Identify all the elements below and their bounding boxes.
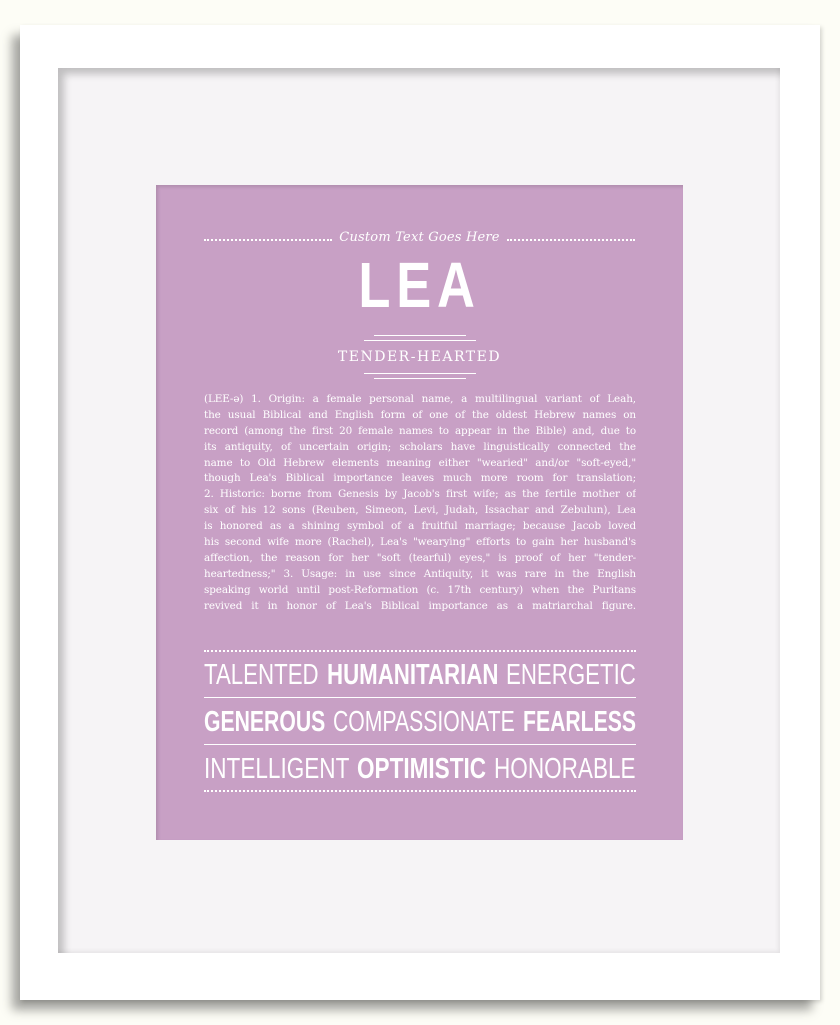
custom-text-row bbox=[204, 227, 635, 247]
trait-word: TALENTED bbox=[204, 659, 319, 691]
definition-line: name to Old Hebrew elements meaning either "wearied" and/or "soft-eyed," bbox=[204, 456, 636, 469]
trait-word: COMPASSIONATE bbox=[333, 706, 515, 738]
definition-line: 2. Historic: borne from Genesis by Jacob's first wife; as the fertile mother of bbox=[204, 488, 636, 501]
definition-line: the usual Biblical and English form of one of the oldest Hebrew names on bbox=[204, 408, 636, 421]
definition-line: its antiquity, of uncertain origin; scholars have linguistically connected the bbox=[204, 440, 636, 453]
trait-word: INTELLIGENT bbox=[204, 753, 350, 785]
definition-line: heartedness;" 3. Usage: in use since Antiquity, it was rare in the English bbox=[204, 567, 636, 580]
definition-line: his second wife more (Rachel), Lea's "wearying" efforts to gain her husband's bbox=[204, 536, 636, 549]
definition-line: six of his 12 sons (Reuben, Simeon, Levi, Judah, Issachar and Zebulun), Lea bbox=[204, 504, 636, 517]
definition-line: record (among the first 20 female names to appear in the Bible) and, due to bbox=[204, 424, 636, 437]
definition-line: though Lea's Biblical importance leaves much more room for translation; bbox=[204, 472, 636, 485]
trait-row-2 bbox=[204, 704, 636, 740]
name-underline-bottom bbox=[364, 340, 476, 341]
picture-frame bbox=[20, 25, 820, 1000]
trait-word: HONORABLE bbox=[494, 753, 637, 785]
trait-row-divider bbox=[204, 697, 636, 698]
right-dotted-divider bbox=[507, 239, 635, 241]
name-underline-top bbox=[374, 335, 466, 336]
definition-line: affection, the reason for her "soft (tearful) eyes," is proof of her "tender- bbox=[204, 551, 636, 564]
trait-word: ENERGETIC bbox=[506, 659, 636, 691]
meaning-underline-top bbox=[364, 373, 476, 374]
traits-top-divider bbox=[204, 650, 636, 652]
definition-line: revived it in honor of Lea's Biblical importance as a matriarchal figure. bbox=[204, 599, 636, 612]
trait-word: OPTIMISTIC bbox=[357, 753, 487, 785]
name-definition bbox=[204, 392, 636, 614]
traits-bottom-divider bbox=[204, 790, 636, 792]
trait-row-3 bbox=[204, 751, 636, 787]
trait-row-divider bbox=[204, 744, 636, 745]
trait-word: HUMANITARIAN bbox=[326, 659, 499, 691]
definition-line: (LEE-ə) 1. Origin: a female personal name, a multilingual variant of Leah, bbox=[204, 393, 636, 405]
trait-row-1 bbox=[204, 657, 636, 693]
mat-board bbox=[58, 68, 780, 953]
definition-line: is honored as a shining symbol of a fruitful marriage; because Jacob loved bbox=[204, 520, 636, 533]
definition-line: speaking world until post-Reformation (c. 17th century) when the Puritans bbox=[204, 583, 636, 596]
trait-word: GENEROUS bbox=[204, 706, 326, 738]
name-meaning: TENDER-HEARTED bbox=[337, 349, 502, 365]
meaning-underline-bottom bbox=[374, 378, 466, 379]
left-dotted-divider bbox=[204, 239, 332, 241]
name-print bbox=[156, 185, 683, 840]
name-title: LEA bbox=[358, 249, 481, 321]
trait-word: FEARLESS bbox=[522, 706, 637, 738]
custom-text: Custom Text Goes Here bbox=[339, 229, 500, 245]
